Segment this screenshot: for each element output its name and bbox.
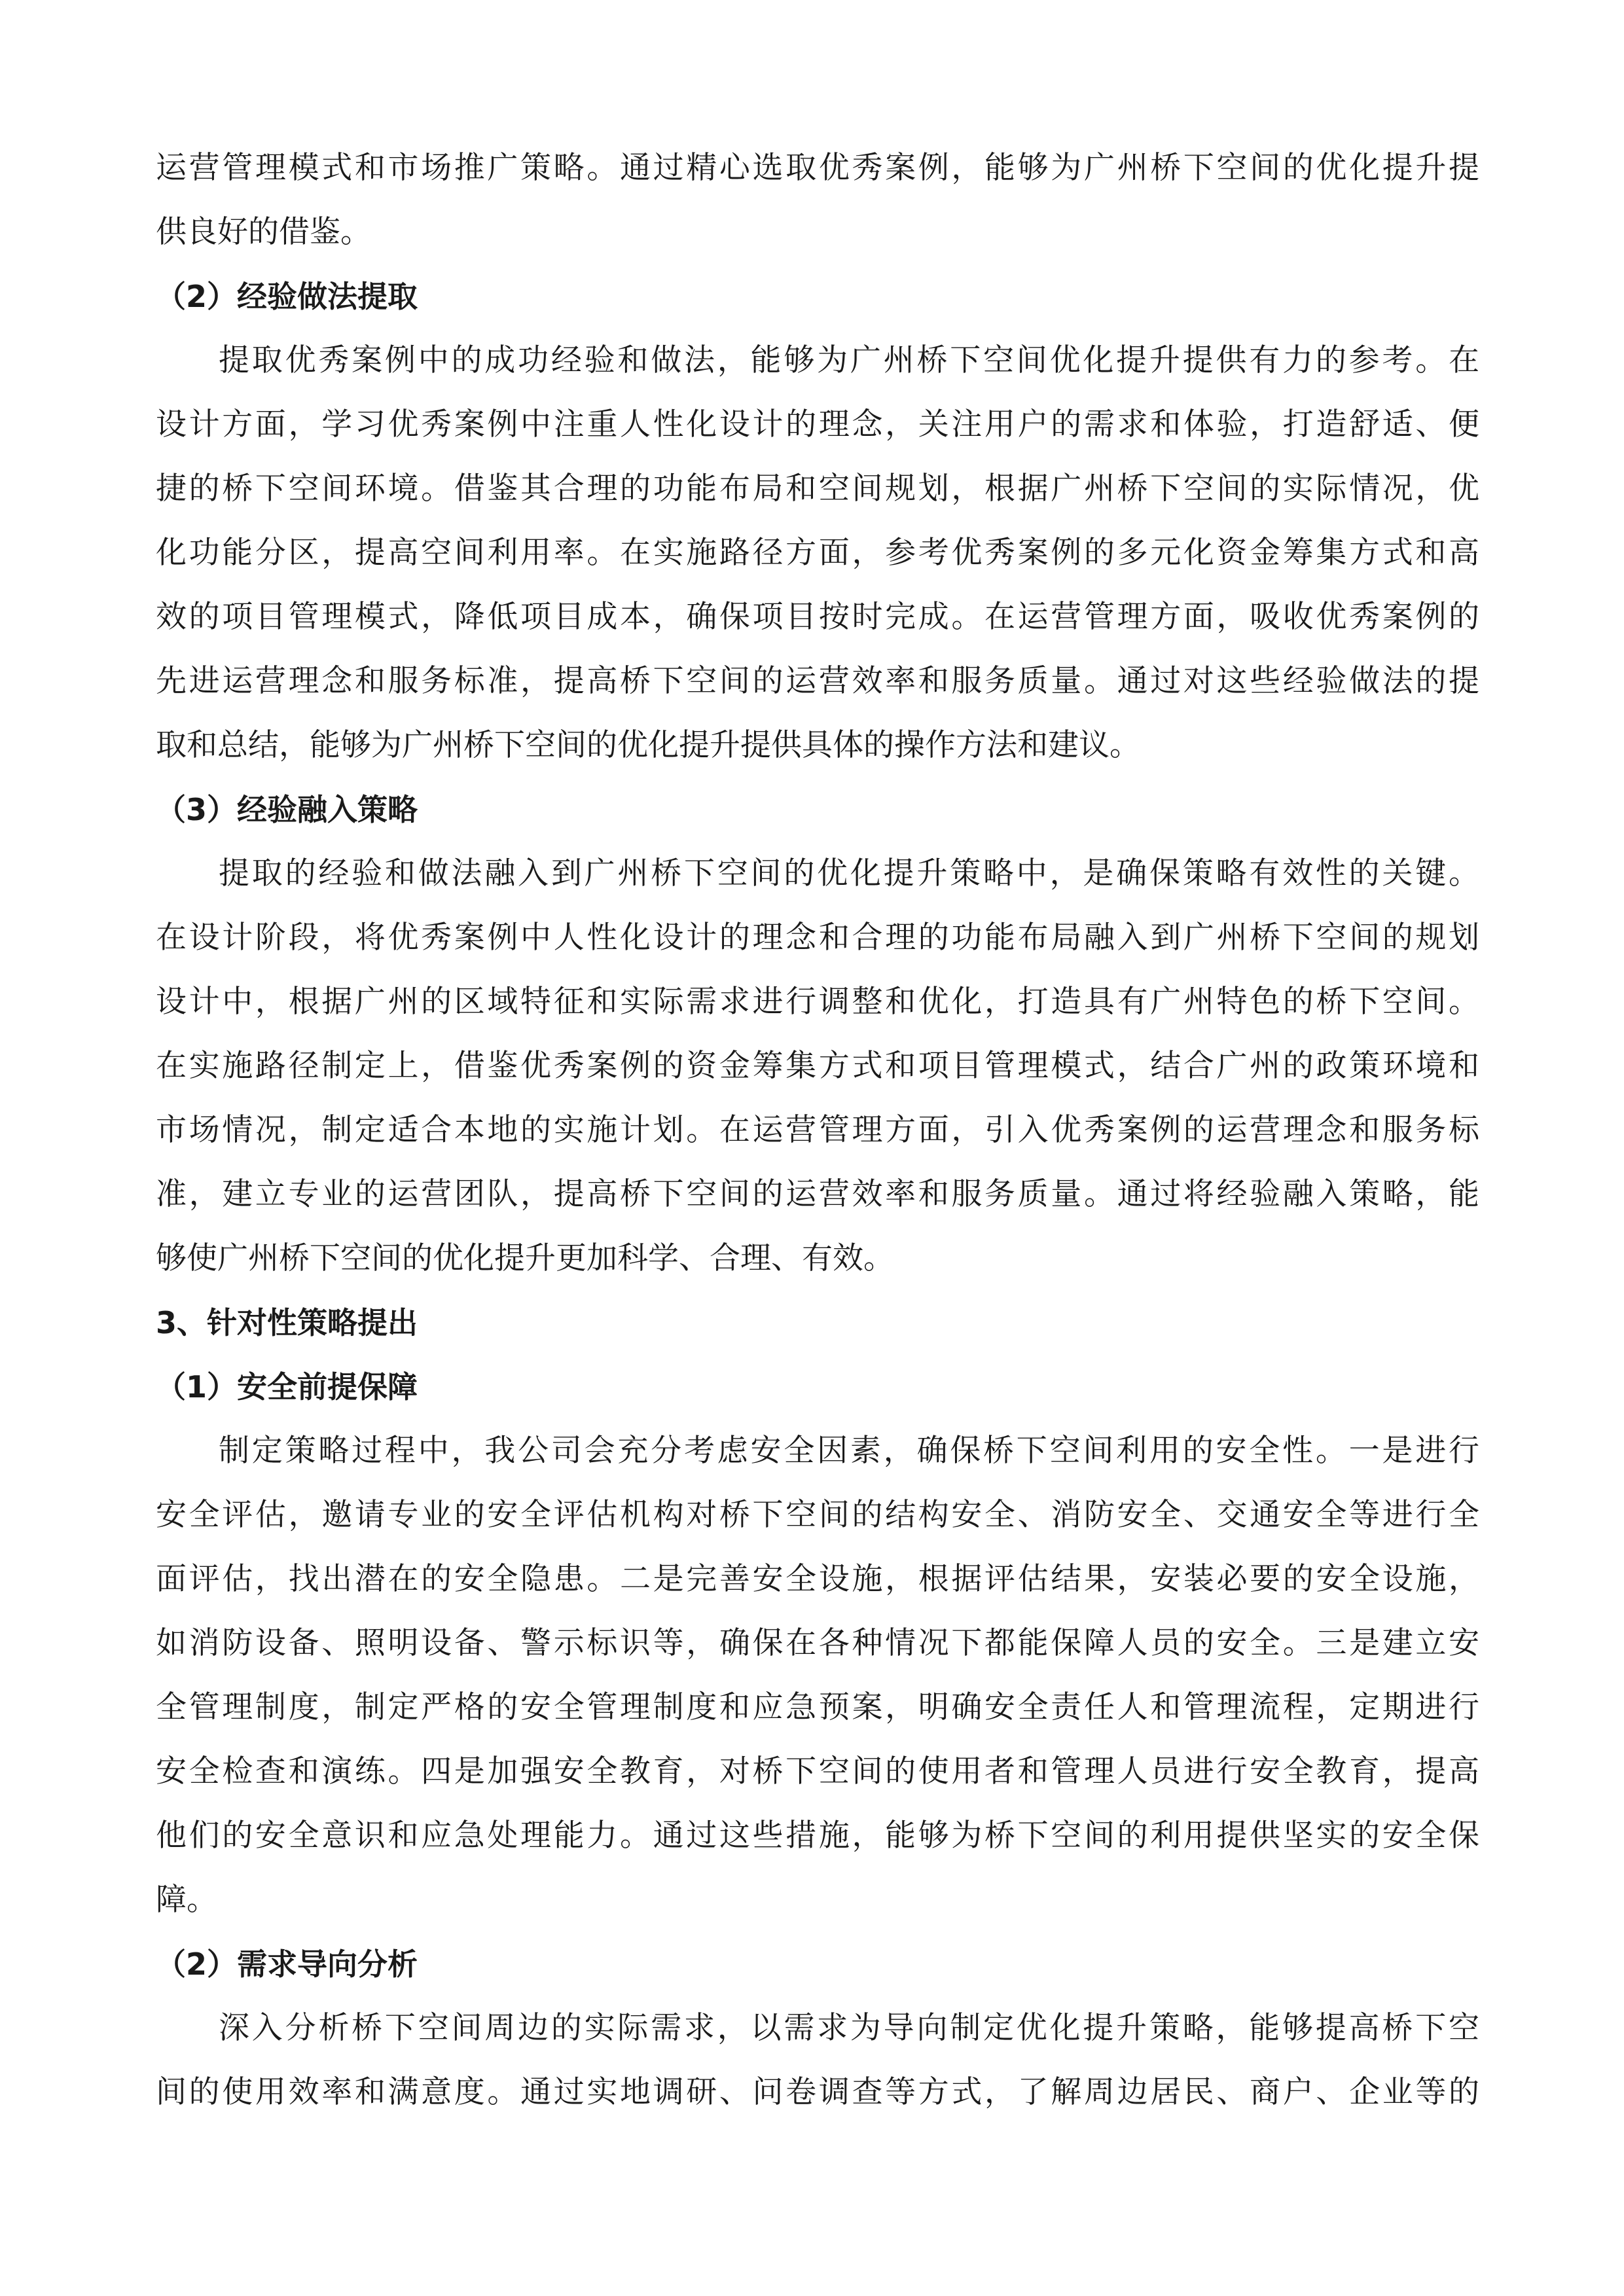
text-line: 安全检查和演练。四是加强安全教育，对桥下空间的使用者和管理人员进行安全教育，提高	[156, 1753, 1479, 1789]
text-line: 在设计阶段，将优秀案例中人性化设计的理念和合理的功能布局融入到广州桥下空间的规划	[156, 920, 1479, 956]
section-heading: （2）需求导向分析	[156, 1946, 418, 1982]
text-line: 先进运营理念和服务标准，提高桥下空间的运营效率和服务质量。通过对这些经验做法的提	[156, 663, 1479, 699]
document-body	[156, 136, 1479, 2125]
text-line: 制定策略过程中，我公司会充分考虑安全因素，确保桥下空间利用的安全性。一是进行	[219, 1433, 1479, 1469]
text-line: 设计中，根据广州的区域特征和实际需求进行调整和优化，打造具有广州特色的桥下空间。	[156, 984, 1479, 1020]
text-line: 他们的安全意识和应急处理能力。通过这些措施，能够为桥下空间的利用提供坚实的安全保	[156, 1818, 1479, 1854]
text-line: 在实施路径制定上，借鉴优秀案例的资金筹集方式和项目管理模式，结合广州的政策环境和	[156, 1048, 1479, 1084]
text-line: 全管理制度，制定严格的安全管理制度和应急预案，明确安全责任人和管理流程，定期进行	[156, 1689, 1479, 1725]
paragraph	[156, 1419, 1479, 1932]
text-line: 运营管理模式和市场推广策略。通过精心选取优秀案例，能够为广州桥下空间的优化提升提	[156, 150, 1479, 186]
text-line: 提取优秀案例中的成功经验和做法，能够为广州桥下空间优化提升提供有力的参考。在	[219, 342, 1479, 378]
text-line: 如消防设备、照明设备、警示标识等，确保在各种情况下都能保障人员的安全。三是建立安	[156, 1625, 1479, 1661]
paragraph	[156, 136, 1479, 264]
text-line: 市场情况，制定适合本地的实施计划。在运营管理方面，引入优秀案例的运营理念和服务标	[156, 1112, 1479, 1148]
text-line: 障。	[156, 1882, 217, 1918]
text-line: 面评估，找出潜在的安全隐患。二是完善安全设施，根据评估结果，安装必要的安全设施，	[156, 1561, 1479, 1597]
paragraph	[156, 842, 1479, 1291]
text-line: 设计方面，学习优秀案例中注重人性化设计的理念，关注用户的需求和体验，打造舒适、便	[156, 406, 1479, 442]
text-line: 取和总结，能够为广州桥下空间的优化提升提供具体的操作方法和建议。	[156, 727, 1140, 763]
text-line: 够使广州桥下空间的优化提升更加科学、合理、有效。	[156, 1240, 894, 1276]
text-line: 化功能分区，提高空间利用率。在实施路径方面，参考优秀案例的多元化资金筹集方式和高	[156, 535, 1479, 571]
section-heading: （2）经验做法提取	[156, 279, 418, 314]
paragraph	[156, 1996, 1479, 2125]
text-line: 深入分析桥下空间周边的实际需求，以需求为导向制定优化提升策略，能够提高桥下空	[219, 2010, 1479, 2046]
text-line: 捷的桥下空间环境。借鉴其合理的功能布局和空间规划，根据广州桥下空间的实际情况，优	[156, 471, 1479, 507]
text-line: 提取的经验和做法融入到广州桥下空间的优化提升策略中，是确保策略有效性的关键。	[219, 855, 1479, 891]
text-line: 效的项目管理模式，降低项目成本，确保项目按时完成。在运营管理方面，吸收优秀案例的	[156, 599, 1479, 635]
text-line: 间的使用效率和满意度。通过实地调研、问卷调查等方式，了解周边居民、商户、企业等的	[156, 2074, 1479, 2110]
paragraph	[156, 329, 1479, 778]
section-heading: （1）安全前提保障	[156, 1369, 418, 1405]
section-heading: （3）经验融入策略	[156, 792, 418, 827]
text-line: 准，建立专业的运营团队，提高桥下空间的运营效率和服务质量。通过将经验融入策略，能	[156, 1176, 1479, 1212]
section-heading: 3、针对性策略提出	[156, 1305, 418, 1340]
text-line: 供良好的借鉴。	[156, 214, 371, 250]
text-line: 安全评估，邀请专业的安全评估机构对桥下空间的结构安全、消防安全、交通安全等进行全	[156, 1497, 1479, 1533]
